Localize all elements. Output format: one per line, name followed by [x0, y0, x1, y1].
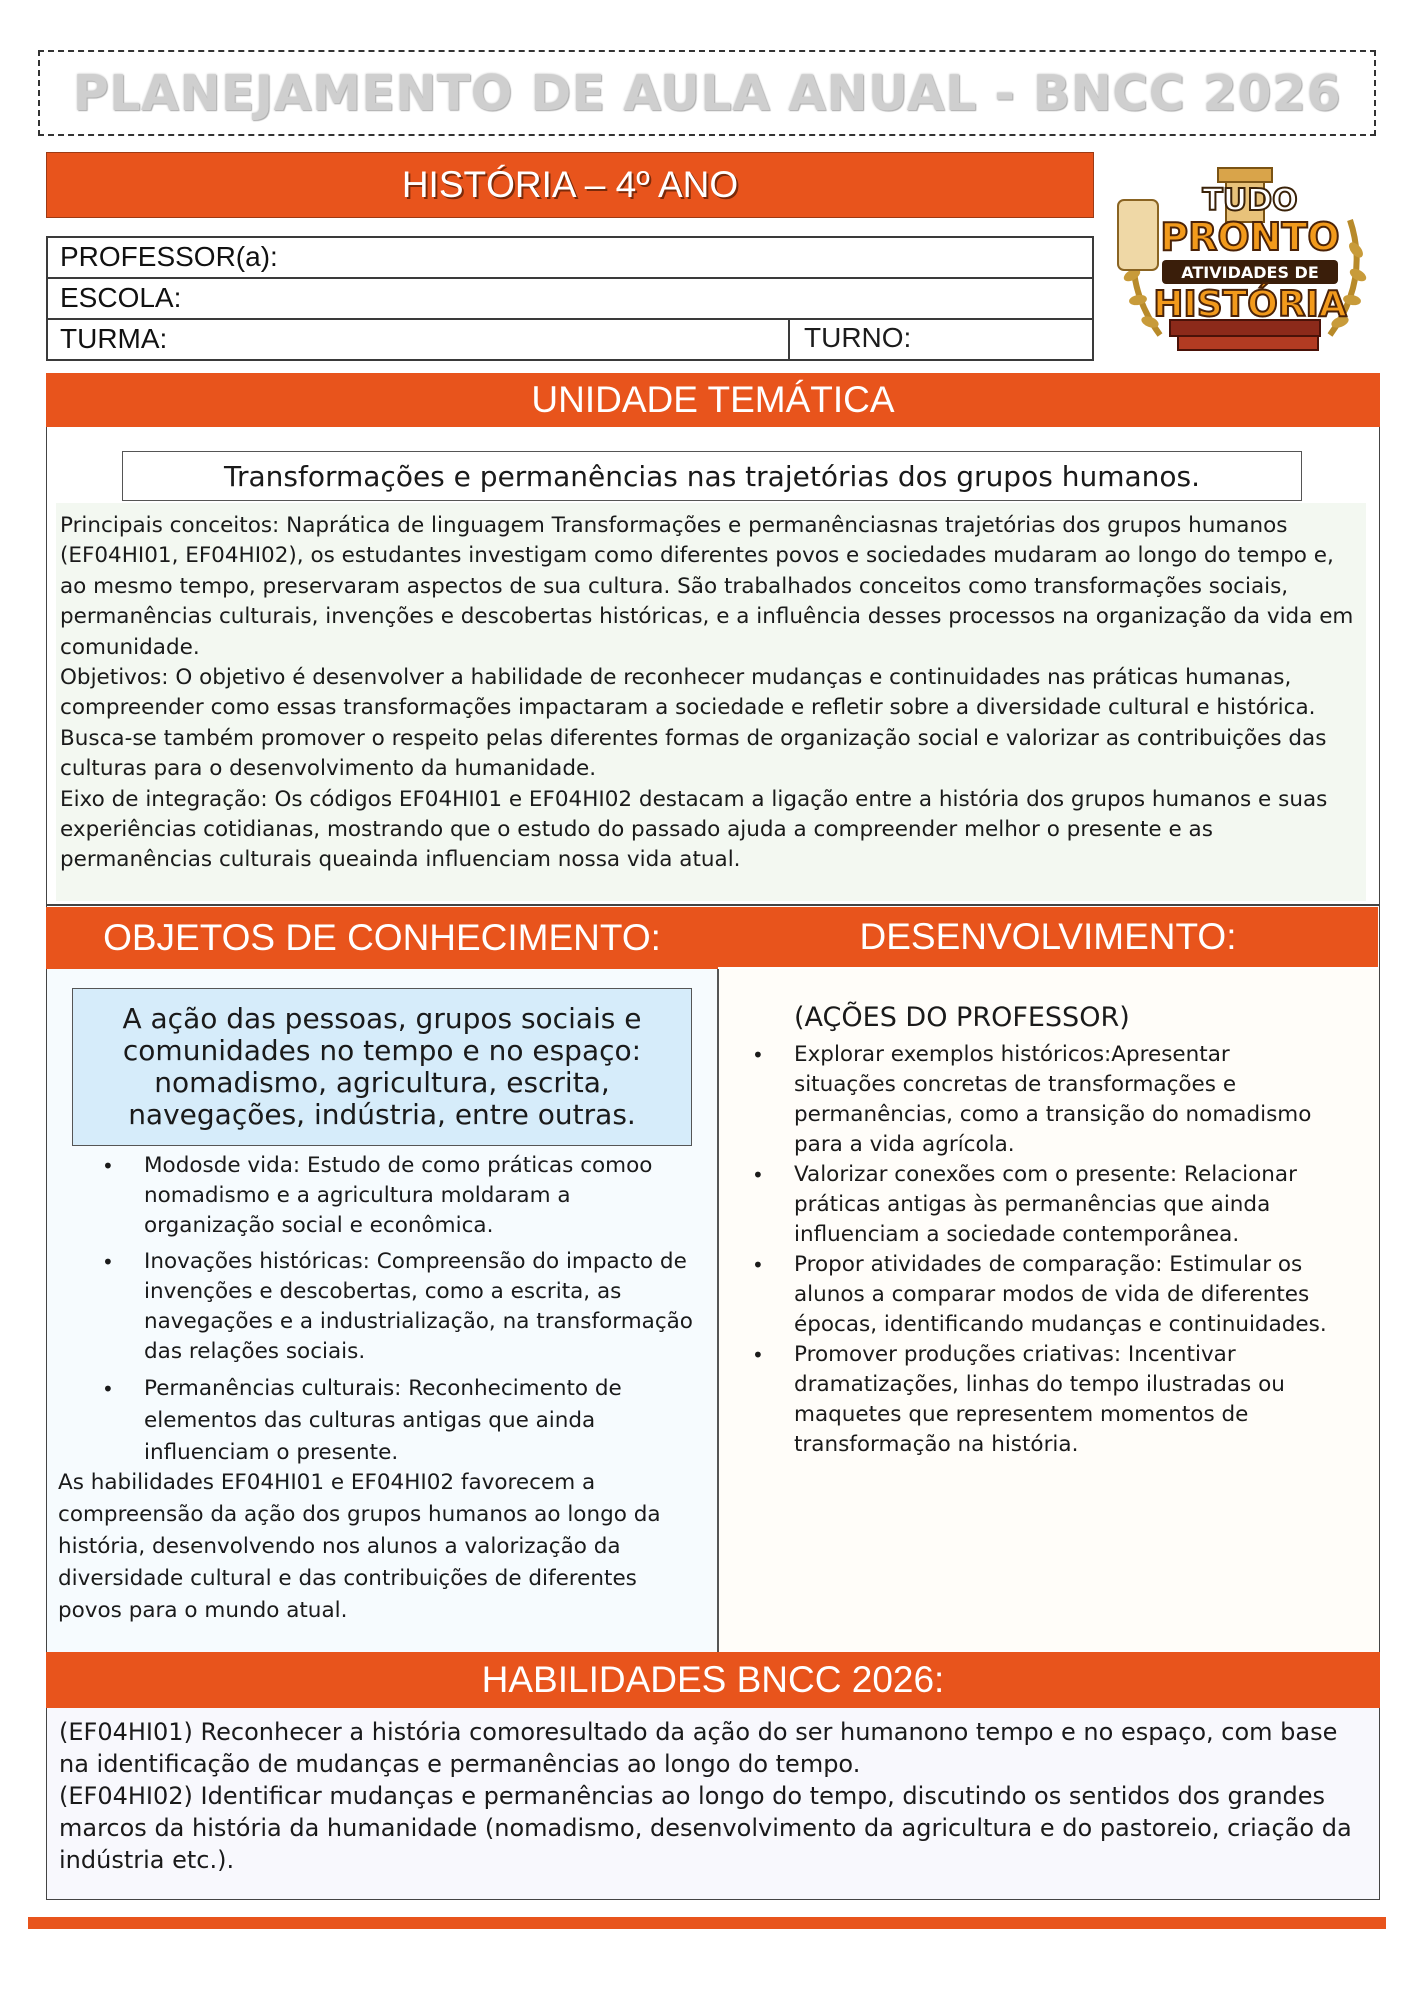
unidade-paragraph-conceitos: Principais conceitos: Naprática de linguagem Transformações e permanênciasnas trajetórias dos grupos humanos (EF04HI01, EF04HI02), os estudantes investigam como diferentes povos e sociedades mudaram ao longo do tempo e, ao mesmo tempo, preservaram aspectos de sua cultura. São trabalhados conceitos como transformações sociais, permanências culturais, invenções e descobertas históricas, e a influência desses processos na organização da vida em comunidade.: [60, 513, 1354, 660]
unidade-description: [56, 503, 1366, 901]
list-item-text: Modosde vida: Estudo de como práticas comoo nomadismo e a agricultura moldaram a organização social e econômica.: [144, 1153, 653, 1238]
habilidade-ef04hi01: (EF04HI01) Reconhecer a história comoresultado da ação do ser humanono tempo e no espaço, com base na identificação de mudanças e permanências ao longo do tempo.: [59, 1718, 1338, 1778]
professor-field: PROFESSOR(a):: [46, 236, 1094, 277]
unidade-paragraph-objetivos: Objetivos: O objetivo é desenvolver a habilidade de reconhecer mudanças e continuidades nas práticas humanas, compreender como essas transformações impactaram a sociedade e refletir sobre a diversidade cultural e histórica. Busca-se também promover o respeito pelas diferentes formas de organização social e valorizar as contribuições das culturas para o desenvolvimento da humanidade.: [60, 665, 1327, 782]
habilidade-ef04hi02: (EF04HI02) Identificar mudanças e permanências ao longo do tempo, discutindo os sentidos dos grandes marcos da história da humanidade (nomadismo, desenvolvimento da agricultura e do pastoreio, criação da indústria etc.).: [59, 1782, 1352, 1874]
desenvolvimento-heading: DESENVOLVIMENTO:: [718, 907, 1378, 967]
list-item: [102, 1247, 704, 1367]
bullet-icon: •: [752, 1043, 764, 1067]
unidade-heading: UNIDADE TEMÁTICA: [46, 373, 1380, 427]
habilidades-heading: HABILIDADES BNCC 2026:: [46, 1652, 1380, 1708]
bullet-icon: •: [752, 1343, 764, 1367]
objetos-box: A ação das pessoas, grupos sociais e comunidades no tempo e no espaço: nomadismo, agricultura, escrita, navegações, indústria, entre outras.: [72, 988, 692, 1146]
list-item: [102, 1151, 704, 1241]
page-title: PLANEJAMENTO DE AULA ANUAL - BNCC 2026: [38, 50, 1376, 136]
list-item-text: Explorar exemplos históricos:Apresentar situações concretas de transformações e permanências, como a transição do nomadismo para a vida agrícola.: [794, 1042, 1312, 1157]
logo-line-4: HISTÓRIA: [1153, 284, 1347, 325]
objetos-heading: OBJETOS DE CONHECIMENTO:: [46, 907, 718, 969]
list-item-text: Valorizar conexões com o presente: Relacionar práticas antigas às permanências que ainda influenciam a sociedade contemporânea.: [794, 1162, 1297, 1247]
list-item: [752, 1040, 1334, 1160]
habilidades-body: [47, 1708, 1379, 1899]
desenvolvimento-list: [752, 1040, 1334, 1460]
subject-banner: HISTÓRIA – 4º ANO: [46, 152, 1094, 218]
tudo-pronto-logo: [1100, 160, 1390, 360]
turma-field: TURMA:: [46, 318, 1094, 361]
list-item: [752, 1250, 1334, 1340]
list-item-text: Inovações históricas: Compreensão do impacto de invenções e descobertas, como a escrita, as navegações e a industrialização, na transformação das relações sociais.: [144, 1249, 693, 1364]
list-item-text: Promover produções criativas: Incentivar dramatizações, linhas do tempo ilustradas ou maquetes que representem momentos de transformação na história.: [794, 1342, 1285, 1457]
bullet-icon: •: [102, 1154, 114, 1178]
bullet-icon: •: [102, 1377, 114, 1401]
objetos-list: [102, 1151, 704, 1475]
list-item: [752, 1340, 1334, 1460]
escola-field: ESCOLA:: [46, 277, 1094, 318]
turno-field: TURNO:: [788, 318, 1094, 361]
footer-bar: [28, 1917, 1386, 1929]
bullet-icon: •: [752, 1163, 764, 1187]
list-item-text: Propor atividades de comparação: Estimular os alunos a comparar modos de vida de diferentes épocas, identificando mudanças e continuidades.: [794, 1252, 1327, 1337]
list-item-text: Permanências culturais: Reconhecimento de elementos das culturas antigas que ainda influenciam o presente.: [144, 1376, 622, 1465]
list-item: [752, 1160, 1334, 1250]
logo-line-2: PRONTO: [1160, 215, 1340, 259]
bullet-icon: •: [102, 1250, 114, 1274]
logo-line-1: TUDO: [1202, 183, 1298, 218]
unidade-title: Transformações e permanências nas trajetórias dos grupos humanos.: [122, 451, 1302, 501]
objetos-summary: As habilidades EF04HI01 e EF04HI02 favorecem a compreensão da ação dos grupos humanos ao longo da história, desenvolvendo nos alunos a valorização da diversidade cultural e das contribuições de diferentes povos para o mundo atual.: [58, 1470, 661, 1623]
unidade-paragraph-eixo: Eixo de integração: Os códigos EF04HI01 e EF04HI02 destacam a ligação entre a história dos grupos humanos e suas experiências cotidianas, mostrando que o estudo do passado ajuda a compreender melhor o presente e as permanências culturais queainda influenciam nossa vida atual.: [60, 786, 1328, 873]
desenvolvimento-subheading: (AÇÕES DO PROFESSOR): [794, 1002, 1130, 1033]
logo-line-3: ATIVIDADES DE: [1181, 263, 1319, 282]
list-item: [102, 1373, 704, 1469]
column-divider: [717, 969, 719, 1653]
bullet-icon: •: [752, 1253, 764, 1277]
